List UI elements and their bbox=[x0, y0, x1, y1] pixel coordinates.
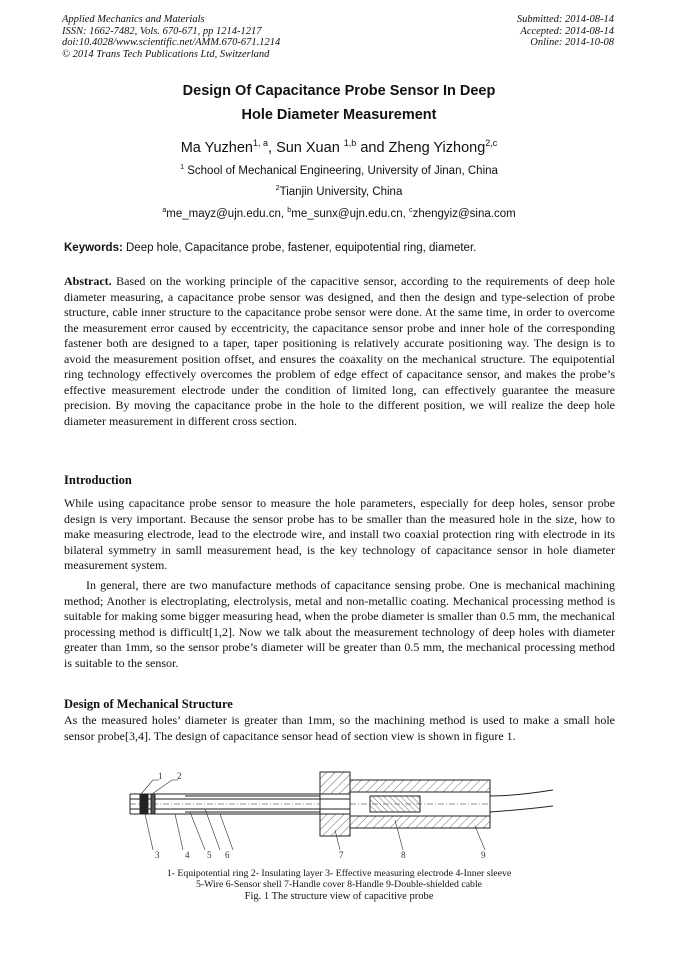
figure-label-5: 5 bbox=[207, 850, 212, 860]
affiliation-1: $^1$ School of Mechanical Engineering, University of Jinan, China bbox=[180, 163, 498, 177]
submitted-date: Submitted: 2014-08-14 bbox=[516, 14, 614, 25]
keywords-label: Keywords: bbox=[64, 242, 123, 254]
journal-header bbox=[62, 14, 280, 60]
doi-line: doi:10.4028/www.scientific.net/AMM.670-671.1214 bbox=[62, 37, 281, 48]
email-link[interactable]: zhengyiz@sina.com bbox=[412, 208, 516, 220]
figure-caption: Fig. 1 The structure view of capacitive probe bbox=[244, 891, 434, 902]
journal-name: Applied Mechanics and Materials bbox=[62, 14, 205, 25]
email-link[interactable]: me_sunx@ujn.edu.cn, bbox=[291, 208, 410, 220]
handle bbox=[350, 780, 490, 828]
copyright-line: © 2014 Trans Tech Publications Ltd, Switzerland bbox=[62, 48, 270, 60]
paper-title-line-2: Hole Diameter Measurement bbox=[241, 107, 437, 123]
section-heading-mechanical-structure: Design of Mechanical Structure bbox=[64, 697, 233, 711]
figure-label-3: 3 bbox=[155, 850, 160, 860]
author-name: and Zheng Yizhong bbox=[356, 140, 486, 156]
figure-label-4: 4 bbox=[185, 850, 190, 860]
email-link[interactable]: me_mayz@ujn.edu.cn, bbox=[166, 208, 288, 220]
figure-label-9: 9 bbox=[481, 850, 486, 860]
abstract-text: Based on the working principle of the capacitive sensor, according to the requirements of deep hole diameter measuring, a capacitance probe sensor was designed, and then the design and type-selection of probe structure, cable inner structure to the capacitance probe sensor were done. At the same time, in order to overcome the measurement error caused by eccentricity, the capacitance sensor probe and inner hole of the corresponding fastener both are designed to a taper, taper positioning is relatively accurate positioning way. The design is to avoid the measurement position offset, and ensures the coaxality on the mechanical structure. The equipotential ring technology effectively overcomes the problem of edge effect of capacitance sensor, and makes the probe’s effective measurement electrode under the condition of limited long, can effectively guarantee the measure precision. By moving the capacitance probe in the hole to the different position, we will realize the deep hole diameter measurement in different cross section. bbox=[64, 274, 615, 428]
online-date: Online: 2014-10-08 bbox=[530, 37, 614, 48]
figure-label-6: 6 bbox=[225, 850, 230, 860]
author-affiliation-mark: 2,c bbox=[485, 138, 498, 149]
introduction-paragraph-2: In general, there are two manufacture methods of capacitance sensing probe. One is mechanical machining method; Another is electroplating, electrolysis, metal and non-metallic coating. Mechanical processing method is suitable for making some bigger measuring head, when the probe diameter is smaller than 0.5 mm, the mechanical processing method is difficult[1,2]. Now we talk about the measurement technology of deep holes with diameter greater than 1mm, so the sensor probe’s diameter will be greater than 0.5 mm, the mechanical processing method is suitable to the sensor. bbox=[64, 578, 615, 670]
double-shielded-cable bbox=[490, 790, 553, 812]
author-affiliation-mark: 1, a bbox=[253, 138, 268, 149]
figure-label-8: 8 bbox=[401, 850, 406, 860]
figure-legend-line-2: 5-Wire 6-Sensor shell 7-Handle cover 8-Handle 9-Double-shielded cable bbox=[195, 879, 483, 890]
introduction-paragraph-1: While using capacitance probe sensor to measure the hole parameters, especially for deep holes, sensor probe design is very important. Because the sensor probe has to be smaller than the measured hole in the size, how to make measuring electrode, lead to the electrode wire, and install two coaxial protection ring with electrode in its bilateral symmetry in samll measurement head, is the key technology of capacitance sensor in hole diameter measurement system. bbox=[64, 496, 615, 572]
email-list: $^a$me_mayz@ujn.edu.cn, $^b$me_sunx@ujn.edu.cn, $^c$zhengyiz@sina.com bbox=[162, 206, 516, 220]
figure-label-7: 7 bbox=[339, 850, 344, 860]
figure-label-1: 1 bbox=[158, 771, 163, 781]
author-name: Ma Yuzhen bbox=[180, 140, 253, 156]
mechanical-paragraph-1: As the measured holes’ diameter is greater than 1mm, so the machining method is used to make a small hole sensor probe[3,4]. The design of capacitance sensor head of section view is shown in figure 1. bbox=[64, 713, 615, 743]
author-list: Ma Yuzhen$^{1, a}$, Sun Xuan $^{1,b}$ and Zheng Yizhong$^{2,c}$ bbox=[180, 138, 498, 156]
issn-line: ISSN: 1662-7482, Vols. 670-671, pp 1214-1217 bbox=[62, 25, 262, 37]
abstract bbox=[64, 274, 615, 429]
accepted-date: Accepted: 2014-08-14 bbox=[520, 25, 614, 37]
dates-header bbox=[517, 14, 614, 49]
abstract-label: Abstract. bbox=[64, 274, 112, 288]
capacitive-probe-structure-figure bbox=[125, 770, 555, 866]
probe-rod bbox=[130, 794, 320, 814]
figure-label-2: 2 bbox=[177, 771, 182, 781]
author-name: Sun Xuan bbox=[276, 140, 344, 156]
keywords-text: Deep hole, Capacitance probe, fastener, equipotential ring, diameter. bbox=[122, 242, 477, 254]
keywords bbox=[64, 242, 616, 254]
affiliation-2: $^2$Tianjin University, China bbox=[275, 184, 403, 198]
section-heading-introduction: Introduction bbox=[64, 473, 132, 487]
author-affiliation-mark: 1,b bbox=[343, 138, 357, 149]
paper-title-line-1: Design Of Capacitance Probe Sensor In Deep bbox=[182, 83, 496, 99]
handle-cover bbox=[320, 772, 350, 836]
figure-legend-line-1: 1- Equipotential ring 2- Insulating layer 3- Effective measuring electrode 4-Inner sleeve bbox=[166, 868, 512, 879]
